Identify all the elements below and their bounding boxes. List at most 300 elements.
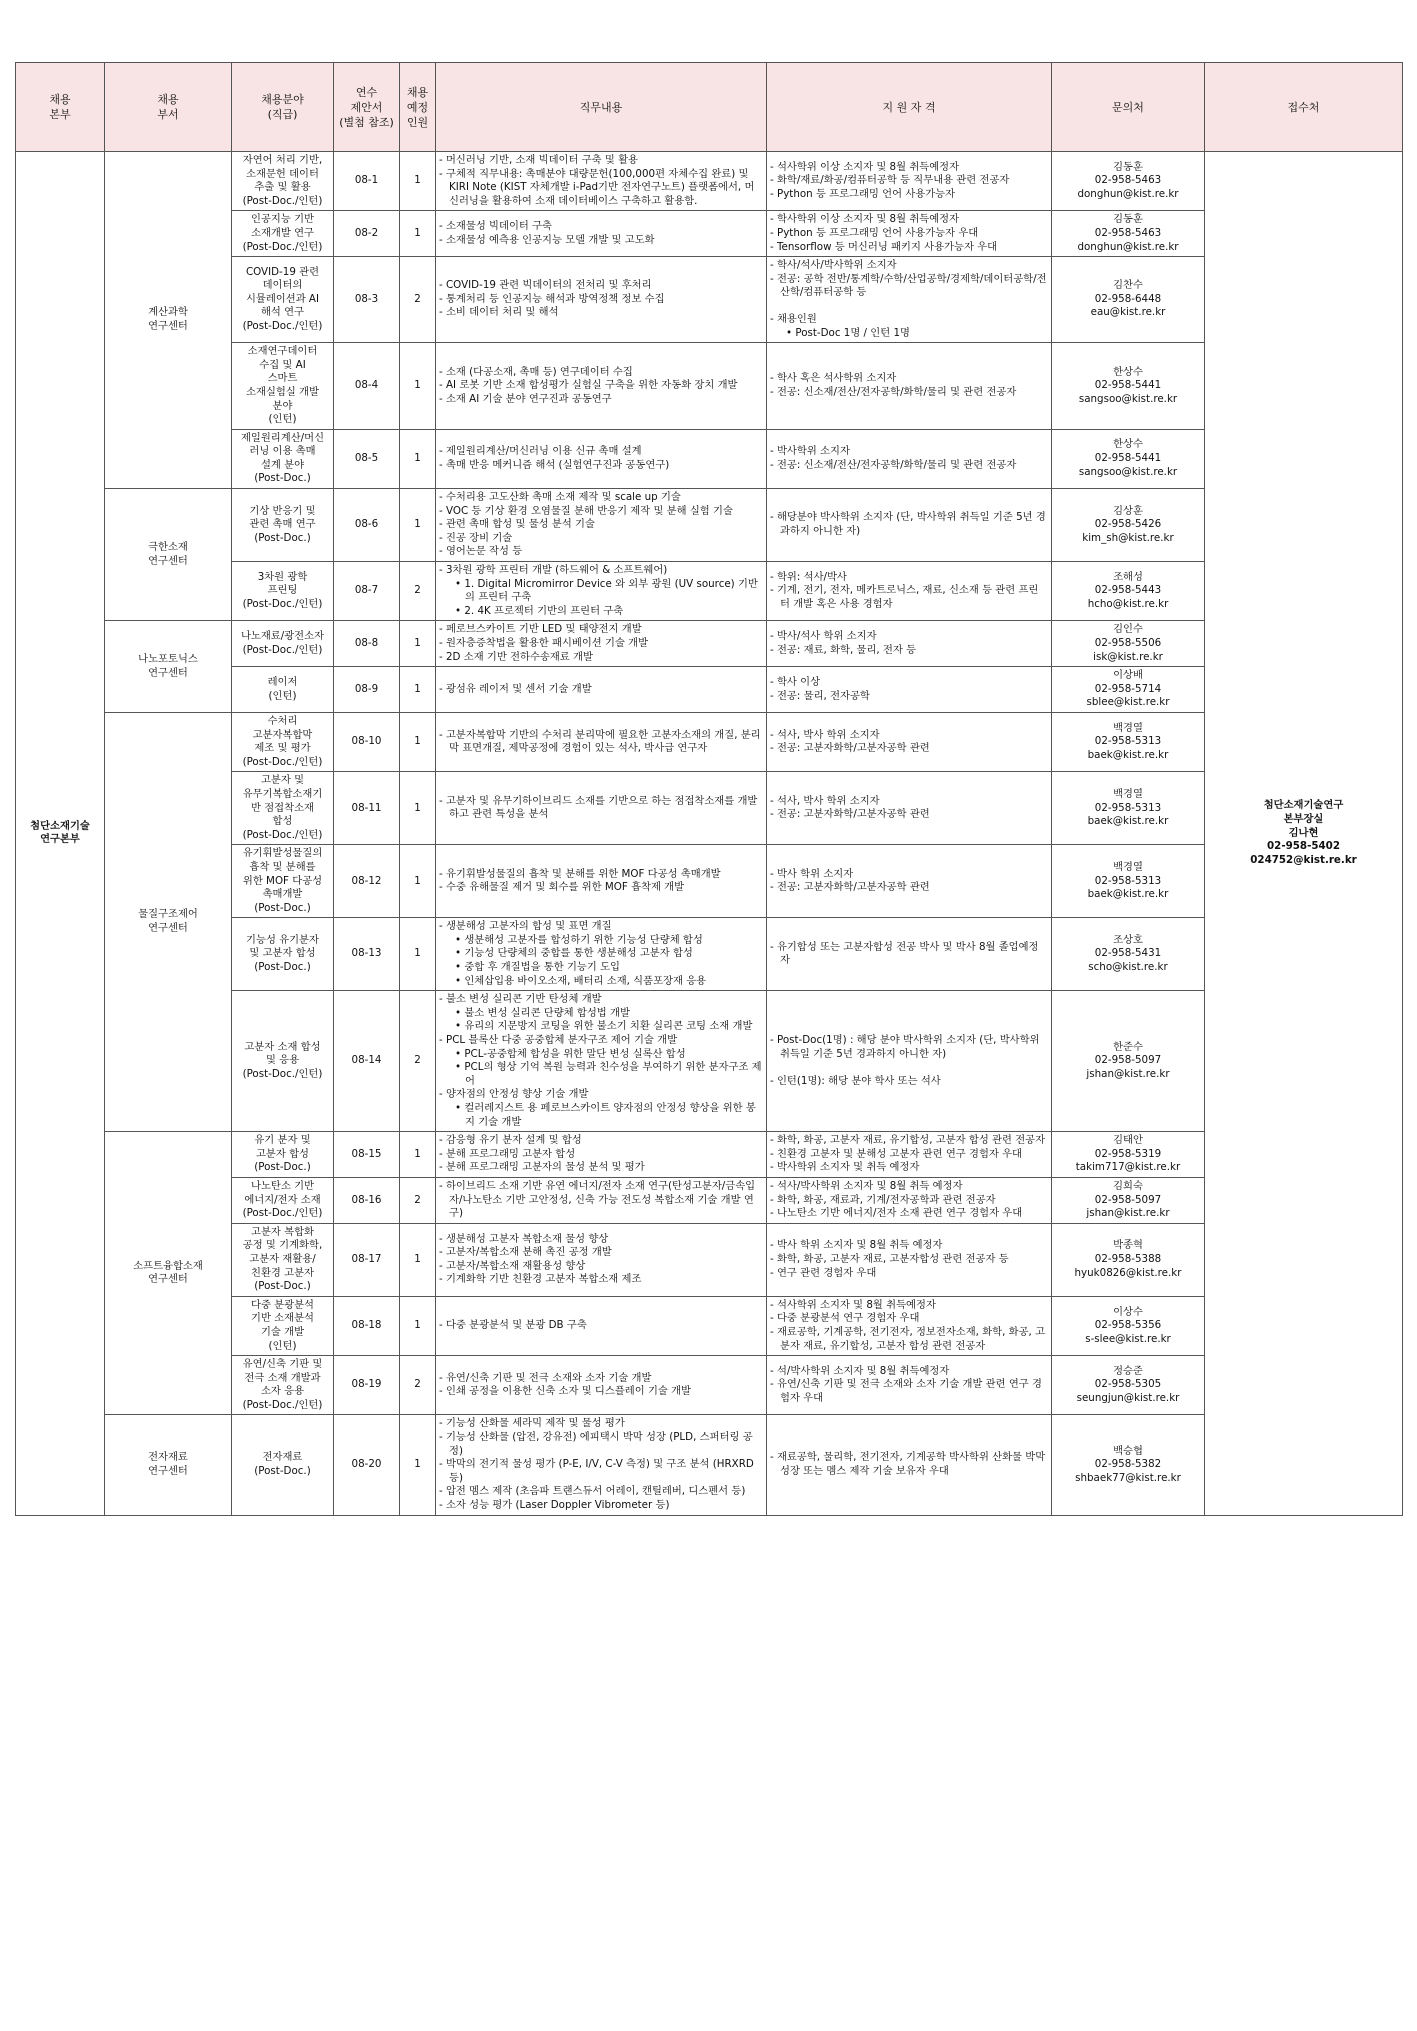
duties-list [439,920,763,988]
duties-cell [436,489,767,562]
contact-cell [1052,712,1205,771]
proposal-code: 08-7 [334,562,400,621]
qualification-item: - 박사/석사 학위 소지자 [770,630,877,643]
qualifications-list [770,1034,1048,1088]
contact-name: 이상배 [1113,669,1143,682]
qualification-item: - 전공: 신소재/전산/전자공학/화학/물리 및 관련 전공자 [770,458,1017,471]
qualification-item: - Tensorflow 등 머신러닝 패키지 사용가능자 우대 [770,240,998,253]
qualification-item: - 박사 학위 소지자 및 8월 취득 예정자 [770,1239,943,1252]
duty-item: - 소재 AI 기술 분야 연구진과 공동연구 [439,392,612,405]
contact-cell [1052,211,1205,257]
contact-email[interactable]: seungjun@kist.re.kr [1076,1392,1180,1405]
contact-cell [1052,489,1205,562]
headcount: 1 [400,621,436,667]
contact-email[interactable]: s-slee@kist.re.kr [1085,1332,1171,1345]
contact-phone: 02-958-5313 [1094,874,1162,887]
contact-email[interactable]: eau@kist.re.kr [1090,306,1166,319]
qualifications-list [770,511,1048,538]
contact-name: 김인수 [1113,623,1143,636]
headcount: 1 [400,1415,436,1515]
qualification-item: - 석사학위 이상 소지자 및 8월 취득예정자 [770,160,960,173]
duties-list [439,220,763,247]
contact-email[interactable]: hcho@kist.re.kr [1087,598,1169,611]
qualifications-list [770,571,1048,612]
table-row [16,1132,1403,1178]
qualification-item: - 전공: 물리, 전자공학 [770,689,870,702]
contact-phone: 02-958-5388 [1094,1252,1162,1265]
proposal-code: 08-13 [334,918,400,991]
qualification-item: • Post-Doc 1명 / 인턴 1명 [786,326,910,339]
proposal-code: 08-8 [334,621,400,667]
contact-email[interactable]: baek@kist.re.kr [1087,748,1169,761]
qualification-item: - 채용인원 [770,312,817,325]
contact-email[interactable]: hyuk0826@kist.re.kr [1074,1266,1182,1279]
field-cell: 고분자 소재 합성 및 응용 (Post-Doc./인턴) [232,991,334,1132]
qualifications-cell [767,343,1052,430]
field-cell: 기능성 유기분자 및 고분자 합성 (Post-Doc.) [232,918,334,991]
duties-cell [436,1132,767,1178]
headcount: 1 [400,489,436,562]
duties-list [439,1372,763,1399]
duty-item: - 고분자복합막 기반의 수처리 분리막에 필요한 고분자소재의 개질, 분리막 표면개질, 제막공정에 경험이 있는 석사, 박사급 연구자 [439,728,761,755]
duty-item: - 고분자/복합소재 분해 촉진 공정 개발 [439,1246,612,1259]
qualifications-list [770,1180,1048,1221]
headcount: 2 [400,991,436,1132]
header-field: 채용분야 (직급) [232,63,334,152]
contact-name: 한상수 [1113,365,1143,378]
duty-item: - PCL 블록산 다중 공중합체 분자구조 제어 기술 개발 [439,1034,678,1047]
qualifications-cell [767,257,1052,343]
field-cell: 수처리 고분자복합막 제조 및 평가 (Post-Doc./인턴) [232,712,334,771]
proposal-code: 08-6 [334,489,400,562]
headcount: 1 [400,1296,436,1355]
contact-name: 김동훈 [1113,213,1143,226]
contact-name: 백승협 [1113,1444,1143,1457]
header-contact: 문의처 [1052,63,1205,152]
qualification-item: - Post-Doc(1명) : 해당 분야 박사학위 소지자 (단, 박사학위 취득일 기준 5년 경과하지 아니한 자) [770,1034,1040,1060]
qualification-item: - Python 등 프로그래밍 언어 사용가능자 우대 [770,226,979,239]
contact-phone: 02-958-5382 [1094,1458,1162,1471]
duty-item: - 기능성 산화물 (압전, 강유전) 에피택시 박막 성장 (PLD, 스퍼터링 공정) [439,1431,753,1457]
duties-cell [436,211,767,257]
header-department: 채용 부서 [105,63,232,152]
header-receipt: 접수처 [1205,63,1403,152]
contact-email[interactable]: baek@kist.re.kr [1087,815,1169,828]
qualification-item: - 석사학위 소지자 및 8월 취득예정자 [770,1298,936,1311]
qualification-item: - 학사/석사/박사학위 소지자 [770,259,897,272]
proposal-code: 08-12 [334,845,400,918]
proposal-code: 08-14 [334,991,400,1132]
contact-phone: 02-958-5356 [1094,1319,1162,1332]
duty-item: • 2. 4K 프로젝터 기반의 프린터 구축 [455,604,624,617]
qualification-item: - 연구 관련 경험자 우대 [770,1266,877,1279]
duty-item: - AI 로봇 기반 소재 합성평가 실험실 구축을 위한 자동화 장치 개발 [439,379,738,392]
qualifications-list [770,445,1048,472]
contact-cell [1052,667,1205,713]
contact-phone: 02-958-5506 [1094,637,1162,649]
qualification-item: - 박사학위 소지자 [770,445,850,458]
duty-item: - 생분해성 고분자 복합소재 물성 향상 [439,1232,609,1245]
qualification-item: - 유연/신축 기판 및 전극 소재와 소자 기술 개발 관련 연구 경험자 우대 [770,1378,1042,1405]
field-cell: 나노재료/광전소자 (Post-Doc./인턴) [232,621,334,667]
headcount: 1 [400,772,436,845]
field-cell: 고분자 및 유무기복합소재기 반 점접착소재 합성 (Post-Doc./인턴) [232,772,334,845]
contact-name: 조해성 [1113,570,1143,583]
proposal-code: 08-10 [334,712,400,771]
contact-name: 한준수 [1113,1040,1143,1053]
qualifications-list [770,161,1048,202]
header-division: 채용 본부 [16,63,105,152]
duties-cell [436,918,767,991]
qualifications-cell [767,667,1052,713]
contact-email[interactable]: jshan@kist.re.kr [1086,1207,1170,1220]
contact-name: 박종혁 [1113,1239,1143,1252]
field-cell: 고분자 복합화 공정 및 기계화학, 고분자 재활용/ 친환경 고분자 (Post-Doc.) [232,1223,334,1296]
duty-item: - 광섬유 레이저 및 센서 기술 개발 [439,682,592,695]
contact-phone: 02-958-5431 [1094,947,1162,960]
duty-item: - 진공 장비 기술 [439,531,513,544]
qualification-item: - 화학/재료/화공/컴퓨터공학 등 직무내용 관련 전공자 [770,174,1010,187]
duties-cell [436,1177,767,1223]
qualification-item: - 박사학위 소지자 및 취득 예정자 [770,1161,920,1174]
contact-email[interactable]: donghun@kist.re.kr [1077,240,1179,253]
division-cell: 첨단소재기술 연구본부 [16,152,105,1516]
duty-item: • 불소 변성 실리콘 단량체 합성법 개발 [455,1006,630,1019]
field-cell: 유기휘발성물질의 흡착 및 분해를 위한 MOF 다공성 촉매개발 (Post-Doc.) [232,845,334,918]
receipt-email[interactable]: 024752@kist.re.kr [1250,853,1357,866]
duties-cell [436,772,767,845]
duty-item: - 제일원리계산/머신러닝 이용 신규 촉매 설계 [439,445,642,458]
contact-email[interactable]: kim_sh@kist.re.kr [1082,531,1174,544]
contact-email[interactable]: isk@kist.re.kr [1093,650,1163,663]
contact-name: 정승준 [1113,1364,1143,1377]
duties-list [439,1233,763,1287]
duties-list [439,623,763,664]
contact-email[interactable]: donghun@kist.re.kr [1077,187,1179,200]
contact-cell [1052,772,1205,845]
contact-phone: 02-958-5463 [1094,226,1162,239]
contact-phone: 02-958-5097 [1094,1054,1162,1067]
department-cell: 나노포토닉스 연구센터 [105,621,232,713]
field-cell: 레이저 (인턴) [232,667,334,713]
contact-cell [1052,918,1205,991]
proposal-code: 08-16 [334,1177,400,1223]
duty-item: - 머신러닝 기반, 소재 빅데이터 구축 및 활용 [439,154,638,166]
duties-cell [436,1356,767,1415]
field-cell: 기상 반응기 및 관련 촉매 연구 (Post-Doc.) [232,489,334,562]
duties-list [439,1417,763,1512]
duties-cell [436,1296,767,1355]
headcount: 2 [400,257,436,343]
qualification-item: - 화학, 화공, 고분자 재료, 유기합성, 고분자 합성 관련 전공자 [770,1134,1046,1147]
duty-item: - VOC 등 기상 환경 오염물질 분해 반응기 제작 및 분해 실험 기술 [439,504,733,517]
duty-item: - 소자 성능 평가 (Laser Doppler Vibrometer 등) [439,1499,670,1512]
qualification-item [770,1062,1048,1075]
contact-phone: 02-958-5313 [1094,801,1162,814]
field-cell: 소재연구데이터 수집 및 AI 스마트 소재실험실 개발 분야 (인턴) [232,343,334,430]
receipt-name: 김나현 [1288,826,1319,839]
proposal-code: 08-1 [334,152,400,211]
proposal-code: 08-4 [334,343,400,430]
contact-email[interactable]: sblee@kist.re.kr [1086,696,1170,709]
qualification-item: - 석사/박사학위 소지자 및 8월 취득 예정자 [770,1179,963,1192]
duties-cell [436,845,767,918]
duties-cell [436,343,767,430]
duty-item: • 중합 후 개질법을 통한 기능기 도입 [455,961,620,974]
qualifications-cell [767,845,1052,918]
qualifications-cell [767,1132,1052,1178]
headcount: 2 [400,1177,436,1223]
qualifications-list [770,729,1048,756]
qualification-item: - 전공: 신소재/전산/전자공학/화학/물리 및 관련 전공자 [770,385,1017,398]
contact-cell [1052,152,1205,211]
qualifications-cell [767,152,1052,211]
contact-cell [1052,1132,1205,1178]
field-cell: 유연/신축 기판 및 전극 소재 개발과 소자 응용 (Post-Doc./인턴) [232,1356,334,1415]
qualification-item: - 재료공학, 기계공학, 전기전자, 정보전자소재, 화학, 화공, 고분자 재료, 유기합성, 고분자 합성 관련 전공자 [770,1325,1046,1352]
qualification-item: - 전공: 고분자화학/고분자공학 관련 [770,881,930,894]
field-cell: 나노탄소 기반 에너지/전자 소재 (Post-Doc./인턴) [232,1177,334,1223]
qualifications-cell [767,1415,1052,1515]
proposal-code: 08-5 [334,429,400,488]
contact-phone: 02-958-6448 [1094,292,1162,305]
contact-phone: 02-958-5426 [1094,518,1162,531]
qualifications-cell [767,211,1052,257]
contact-name: 김동훈 [1113,160,1143,173]
duties-list [439,564,763,618]
duty-item: - 다중 분광분석 및 분광 DB 구축 [439,1319,587,1332]
contact-email[interactable]: scho@kist.re.kr [1088,961,1168,974]
headcount: 2 [400,1356,436,1415]
contact-name: 김태안 [1113,1134,1143,1147]
qualifications-list [770,630,1048,657]
qualifications-cell [767,1223,1052,1296]
receipt-line2: 본부장실 [1283,812,1324,825]
proposal-code: 08-2 [334,211,400,257]
headcount: 1 [400,712,436,771]
duties-cell [436,991,767,1132]
contact-email[interactable]: shbaek77@kist.re.kr [1075,1471,1181,1484]
contact-name: 한상수 [1113,438,1143,451]
duties-list [439,1319,763,1333]
duties-list [439,683,763,697]
duty-item: - COVID-19 관련 빅데이터의 전처리 및 후처리 [439,279,652,292]
contact-name: 조상호 [1113,933,1143,946]
field-cell: 자연어 처리 기반, 소재문헌 데이터 추출 및 활용 (Post-Doc./인턴) [232,152,334,211]
qualifications-list [770,1299,1048,1353]
duty-item: - 소재물성 빅데이터 구축 [439,220,553,233]
qualifications-list [770,941,1048,968]
department-cell: 극한소재 연구센터 [105,489,232,621]
qualifications-cell [767,918,1052,991]
duties-cell [436,257,767,343]
qualification-item: - 친환경 고분자 및 분해성 고분자 관련 연구 경험자 우대 [770,1147,1023,1160]
duties-list [439,279,763,320]
duties-list [439,154,763,208]
qualifications-cell [767,562,1052,621]
duty-item: - 양자점의 안정성 향상 기술 개발 [439,1088,589,1101]
table-row [16,1415,1403,1515]
duty-item: • PCL의 형상 기억 복원 능력과 친수성을 부여하기 위한 분자구조 제어 [455,1061,762,1087]
duties-list [439,1180,763,1221]
contact-phone: 02-958-5441 [1094,452,1162,465]
duties-list [439,366,763,407]
contact-email[interactable]: jshan@kist.re.kr [1086,1068,1170,1081]
contact-cell [1052,1223,1205,1296]
contact-phone: 02-958-5313 [1094,735,1162,748]
contact-cell [1052,621,1205,667]
duty-item: - 영어논문 작성 등 [439,545,523,558]
duty-item: - 유기휘발성물질의 흡착 및 분해를 위한 MOF 다공성 촉매개발 [439,867,721,880]
duty-item: - 통계처리 등 인공지능 해석과 방역정책 정보 수집 [439,292,665,305]
duties-list [439,795,763,822]
table-row [16,152,1403,211]
contact-email[interactable]: sangsoo@kist.re.kr [1078,392,1178,405]
duties-list [439,1134,763,1175]
duty-item: - 수처리용 고도산화 촉매 소재 제작 및 scale up 기술 [439,491,681,504]
duties-cell [436,1223,767,1296]
duties-cell [436,667,767,713]
duty-item: • 컬러레지스트 용 페로브스카이트 양자점의 안정성 향상을 위한 봉지 기술 개발 [455,1102,756,1128]
duties-cell [436,429,767,488]
contact-cell [1052,845,1205,918]
qualification-item: - 학위: 석사/박사 [770,570,847,583]
qualification-item: - 재료공학, 물리학, 전기전자, 기계공학 박사학위 산화물 박막 성장 또는 멤스 제작 기술 보유자 우대 [770,1451,1046,1478]
duties-cell [436,1415,767,1515]
department-cell: 물질구조제어 연구센터 [105,712,232,1131]
qualifications-list [770,868,1048,895]
headcount: 1 [400,211,436,257]
field-cell: 인공지능 기반 소재개발 연구 (Post-Doc./인턴) [232,211,334,257]
contact-cell [1052,429,1205,488]
department-cell: 전자재료 연구센터 [105,1415,232,1515]
qualifications-list [770,372,1048,399]
department-cell: 계산과학 연구센터 [105,152,232,489]
contact-name: 김희숙 [1113,1179,1143,1192]
receipt-phone: 02-958-5402 [1266,840,1341,853]
proposal-code: 08-18 [334,1296,400,1355]
duties-list [439,445,763,472]
duty-item: - 기능성 산화물 세라믹 제작 및 물성 평가 [439,1417,625,1430]
qualifications-list [770,676,1048,703]
contact-email[interactable]: baek@kist.re.kr [1087,888,1169,901]
field-cell: 유기 분자 및 고분자 합성 (Post-Doc.) [232,1132,334,1178]
headcount: 1 [400,845,436,918]
qualification-item: - 화학, 화공, 고분자 재료, 고분자합성 관련 전공자 등 [770,1252,1009,1265]
recruitment-table [15,62,1403,1516]
contact-phone: 02-958-5443 [1094,584,1162,597]
qualification-item: - 해당분야 박사학위 소지자 (단, 박사학위 취득일 기준 5년 경과하지 아니한 자) [770,511,1046,538]
qualification-item: - 전공: 고분자화학/고분자공학 관련 [770,808,930,821]
contact-cell [1052,1177,1205,1223]
duty-item: - 박막의 전기적 물성 평가 (P-E, I/V, C-V 측정) 및 구조 분석 (HRXRD 등) [439,1458,754,1484]
duty-item: - 분해 프로그래밍 고분자 합성 [439,1147,576,1160]
qualifications-list [770,259,1048,340]
duty-item: - 고분자 및 유무기하이브리드 소재를 기반으로 하는 점접착소재를 개발하고 관련 특성을 분석 [439,794,758,821]
field-cell: 3차원 광학 프린팅 (Post-Doc./인턴) [232,562,334,621]
qualification-item: - 인턴(1명): 해당 분야 학사 또는 석사 [770,1074,941,1087]
qualification-item: - 전공: 재료, 화학, 물리, 전자 등 [770,643,917,656]
qualification-item: - 전공: 공학 전반/통계학/수학/산업공학/경제학/데이터공학/전산학/컴퓨터공학 등 [770,272,1047,299]
proposal-code: 08-19 [334,1356,400,1415]
contact-email[interactable]: takim717@kist.re.kr [1075,1161,1181,1174]
duty-item: - 2D 소재 기반 전하수송재료 개발 [439,650,593,663]
field-cell: 다중 분광분석 기반 소재분석 기술 개발 (인턴) [232,1296,334,1355]
headcount: 1 [400,918,436,991]
duty-item: • 인체삽입용 바이오소재, 배터리 소재, 식품포장재 응용 [455,974,707,987]
duty-item: - 인쇄 공정을 이용한 신축 소자 및 디스플레이 기술 개발 [439,1385,692,1398]
header-row [16,63,1403,152]
table-body [16,152,1403,1516]
headcount: 2 [400,562,436,621]
contact-phone: 02-958-5097 [1094,1193,1162,1206]
duty-item: - 유연/신축 기판 및 전극 소재와 소자 기술 개발 [439,1371,652,1384]
duty-item: - 수중 유해물질 제거 및 회수를 위한 MOF 흡착제 개발 [439,881,685,894]
headcount: 1 [400,152,436,211]
qualification-item: - 유기합성 또는 고분자합성 전공 박사 및 박사 8월 졸업예정자 [770,940,1039,967]
header-proposal: 연수 제안서 (별첨 참조) [334,63,400,152]
qualification-item: - 박사 학위 소지자 [770,867,854,880]
receipt-cell [1205,152,1403,1516]
contact-name: 백경열 [1113,787,1143,800]
duty-item: - 관련 촉매 합성 및 물성 분석 기술 [439,518,595,531]
qualifications-list [770,795,1048,822]
qualification-item: - Python 등 프로그래밍 언어 사용가능자 [770,187,956,200]
qualification-item: - 화학, 화공, 재료과, 기계/전자공학과 관련 전공자 [770,1193,996,1206]
qualifications-cell [767,712,1052,771]
duty-item: • 생분해성 고분자를 합성하기 위한 기능성 단량체 합성 [455,933,703,946]
duties-list [439,491,763,559]
contact-cell [1052,991,1205,1132]
qualifications-cell [767,621,1052,667]
proposal-code: 08-9 [334,667,400,713]
contact-name: 이상수 [1113,1305,1143,1318]
contact-cell [1052,1296,1205,1355]
duties-cell [436,152,767,211]
header-headcount: 채용 예정 인원 [400,63,436,152]
duty-item: • 유리의 지문방지 코팅을 위한 불소기 치환 실리콘 코팅 소재 개발 [455,1020,753,1033]
table-row [16,621,1403,667]
proposal-code: 08-20 [334,1415,400,1515]
duty-item: - 원자층증착법을 활용한 패시베이션 기술 개발 [439,637,649,649]
duty-item: - 생분해성 고분자의 합성 및 표면 개질 [439,920,612,933]
duty-item: - 3차원 광학 프린터 개발 (하드웨어 & 소프트웨어) [439,564,668,577]
contact-phone: 02-958-5714 [1094,682,1162,695]
department-cell: 소프트융합소재 연구센터 [105,1132,232,1415]
headcount: 1 [400,1223,436,1296]
qualifications-cell [767,1177,1052,1223]
duty-item: - 소재 (다공소재, 촉매 등) 연구데이터 수집 [439,365,633,378]
qualifications-list [770,213,1048,254]
duties-cell [436,562,767,621]
qualifications-cell [767,772,1052,845]
contact-email[interactable]: sangsoo@kist.re.kr [1078,465,1178,478]
headcount: 1 [400,667,436,713]
duty-item: - 불소 변성 실리콘 기반 탄성체 개발 [439,993,602,1006]
qualifications-cell [767,1356,1052,1415]
qualifications-list [770,1451,1048,1478]
proposal-code: 08-15 [334,1132,400,1178]
table-row [16,489,1403,562]
contact-cell [1052,562,1205,621]
duties-list [439,729,763,756]
contact-name: 김찬수 [1113,279,1143,292]
field-cell: 제일원리계산/머신 러닝 이용 촉매 설계 분야 (Post-Doc.) [232,429,334,488]
duty-item: - 분해 프로그래밍 고분자의 물성 분석 및 평가 [439,1161,645,1174]
contact-cell [1052,343,1205,430]
contact-phone: 02-958-5463 [1094,174,1162,187]
headcount: 1 [400,343,436,430]
